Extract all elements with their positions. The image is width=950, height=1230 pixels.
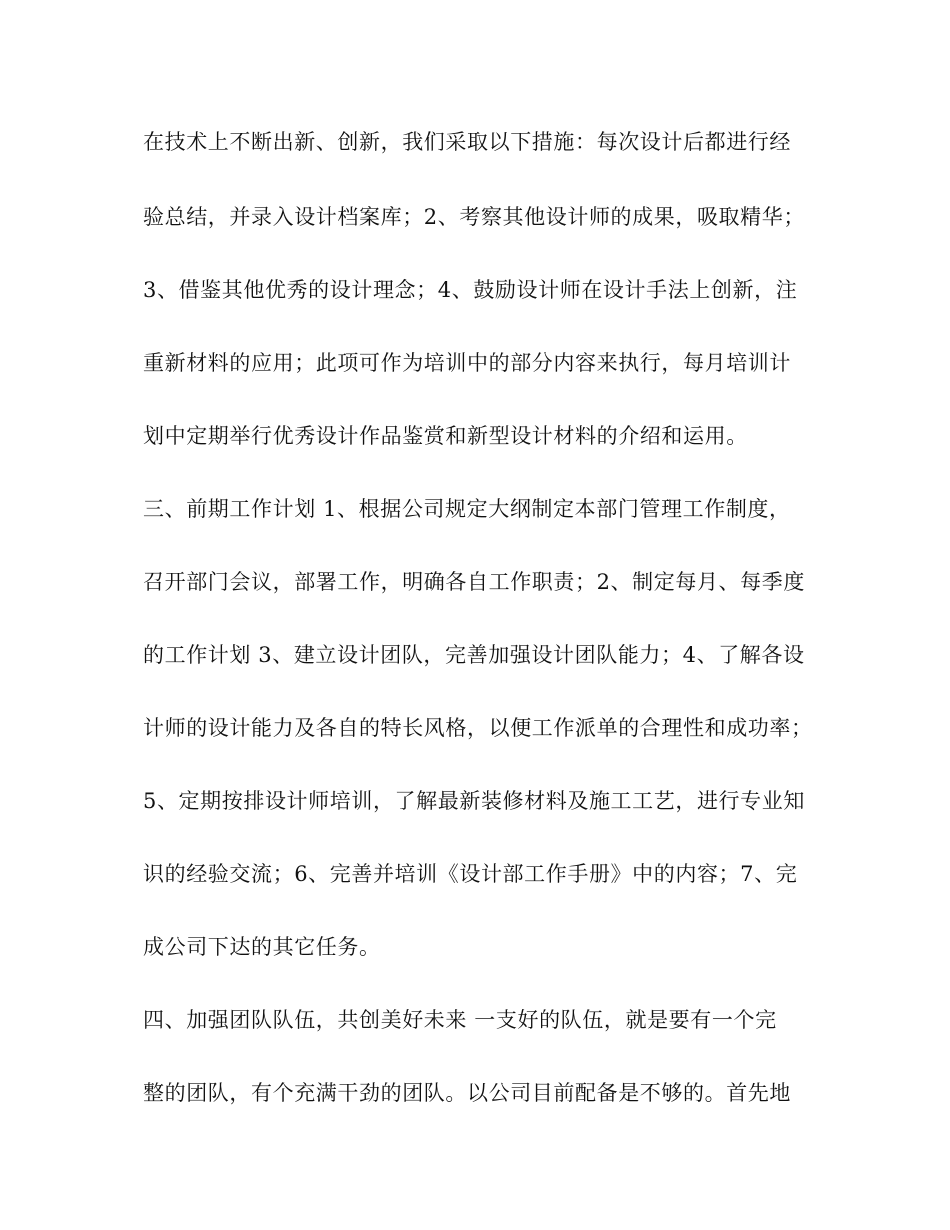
body-text-line: 的工作计划 3、建立设计团队，完善加强设计团队能力；4、了解各设 <box>143 643 805 667</box>
body-text-line: 识的经验交流；6、完善并培训《设计部工作手册》中的内容；7、完 <box>143 862 798 886</box>
body-text-line: 3、借鉴其他优秀的设计理念；4、鼓励设计师在设计手法上创新，注 <box>143 278 798 302</box>
body-text-line: 召开部门会议，部署工作，明确各自工作职责；2、制定每月、每季度 <box>143 570 805 594</box>
body-text-line: 重新材料的应用；此项可作为培训中的部分内容来执行，每月培训计 <box>143 351 791 375</box>
body-text-line: 计师的设计能力及各自的特长风格，以便工作派单的合理性和成功率； <box>143 716 813 740</box>
body-text-line: 在技术上不断出新、创新，我们采取以下措施：每次设计后都进行经 <box>143 130 791 154</box>
body-text-line: 5、定期按排设计师培训，了解最新装修材料及施工工艺，进行专业知 <box>143 789 805 813</box>
body-text-line: 成公司下达的其它任务。 <box>143 935 381 959</box>
body-text-line: 划中定期举行优秀设计作品鉴赏和新型设计材料的介绍和运用。 <box>143 424 748 448</box>
body-text-line: 整的团队，有个充满干劲的团队。以公司目前配备是不够的。首先地 <box>143 1081 791 1105</box>
body-text-line: 验总结，并录入设计档案库；2、考察其他设计师的成果，吸取精华； <box>143 205 805 229</box>
section-heading-line: 四、加强团队队伍，共创美好未来 一支好的队伍，就是要有一个完 <box>143 1008 777 1032</box>
section-heading-line: 三、前期工作计划 1、根据公司规定大纲制定本部门管理工作制度， <box>143 497 791 521</box>
